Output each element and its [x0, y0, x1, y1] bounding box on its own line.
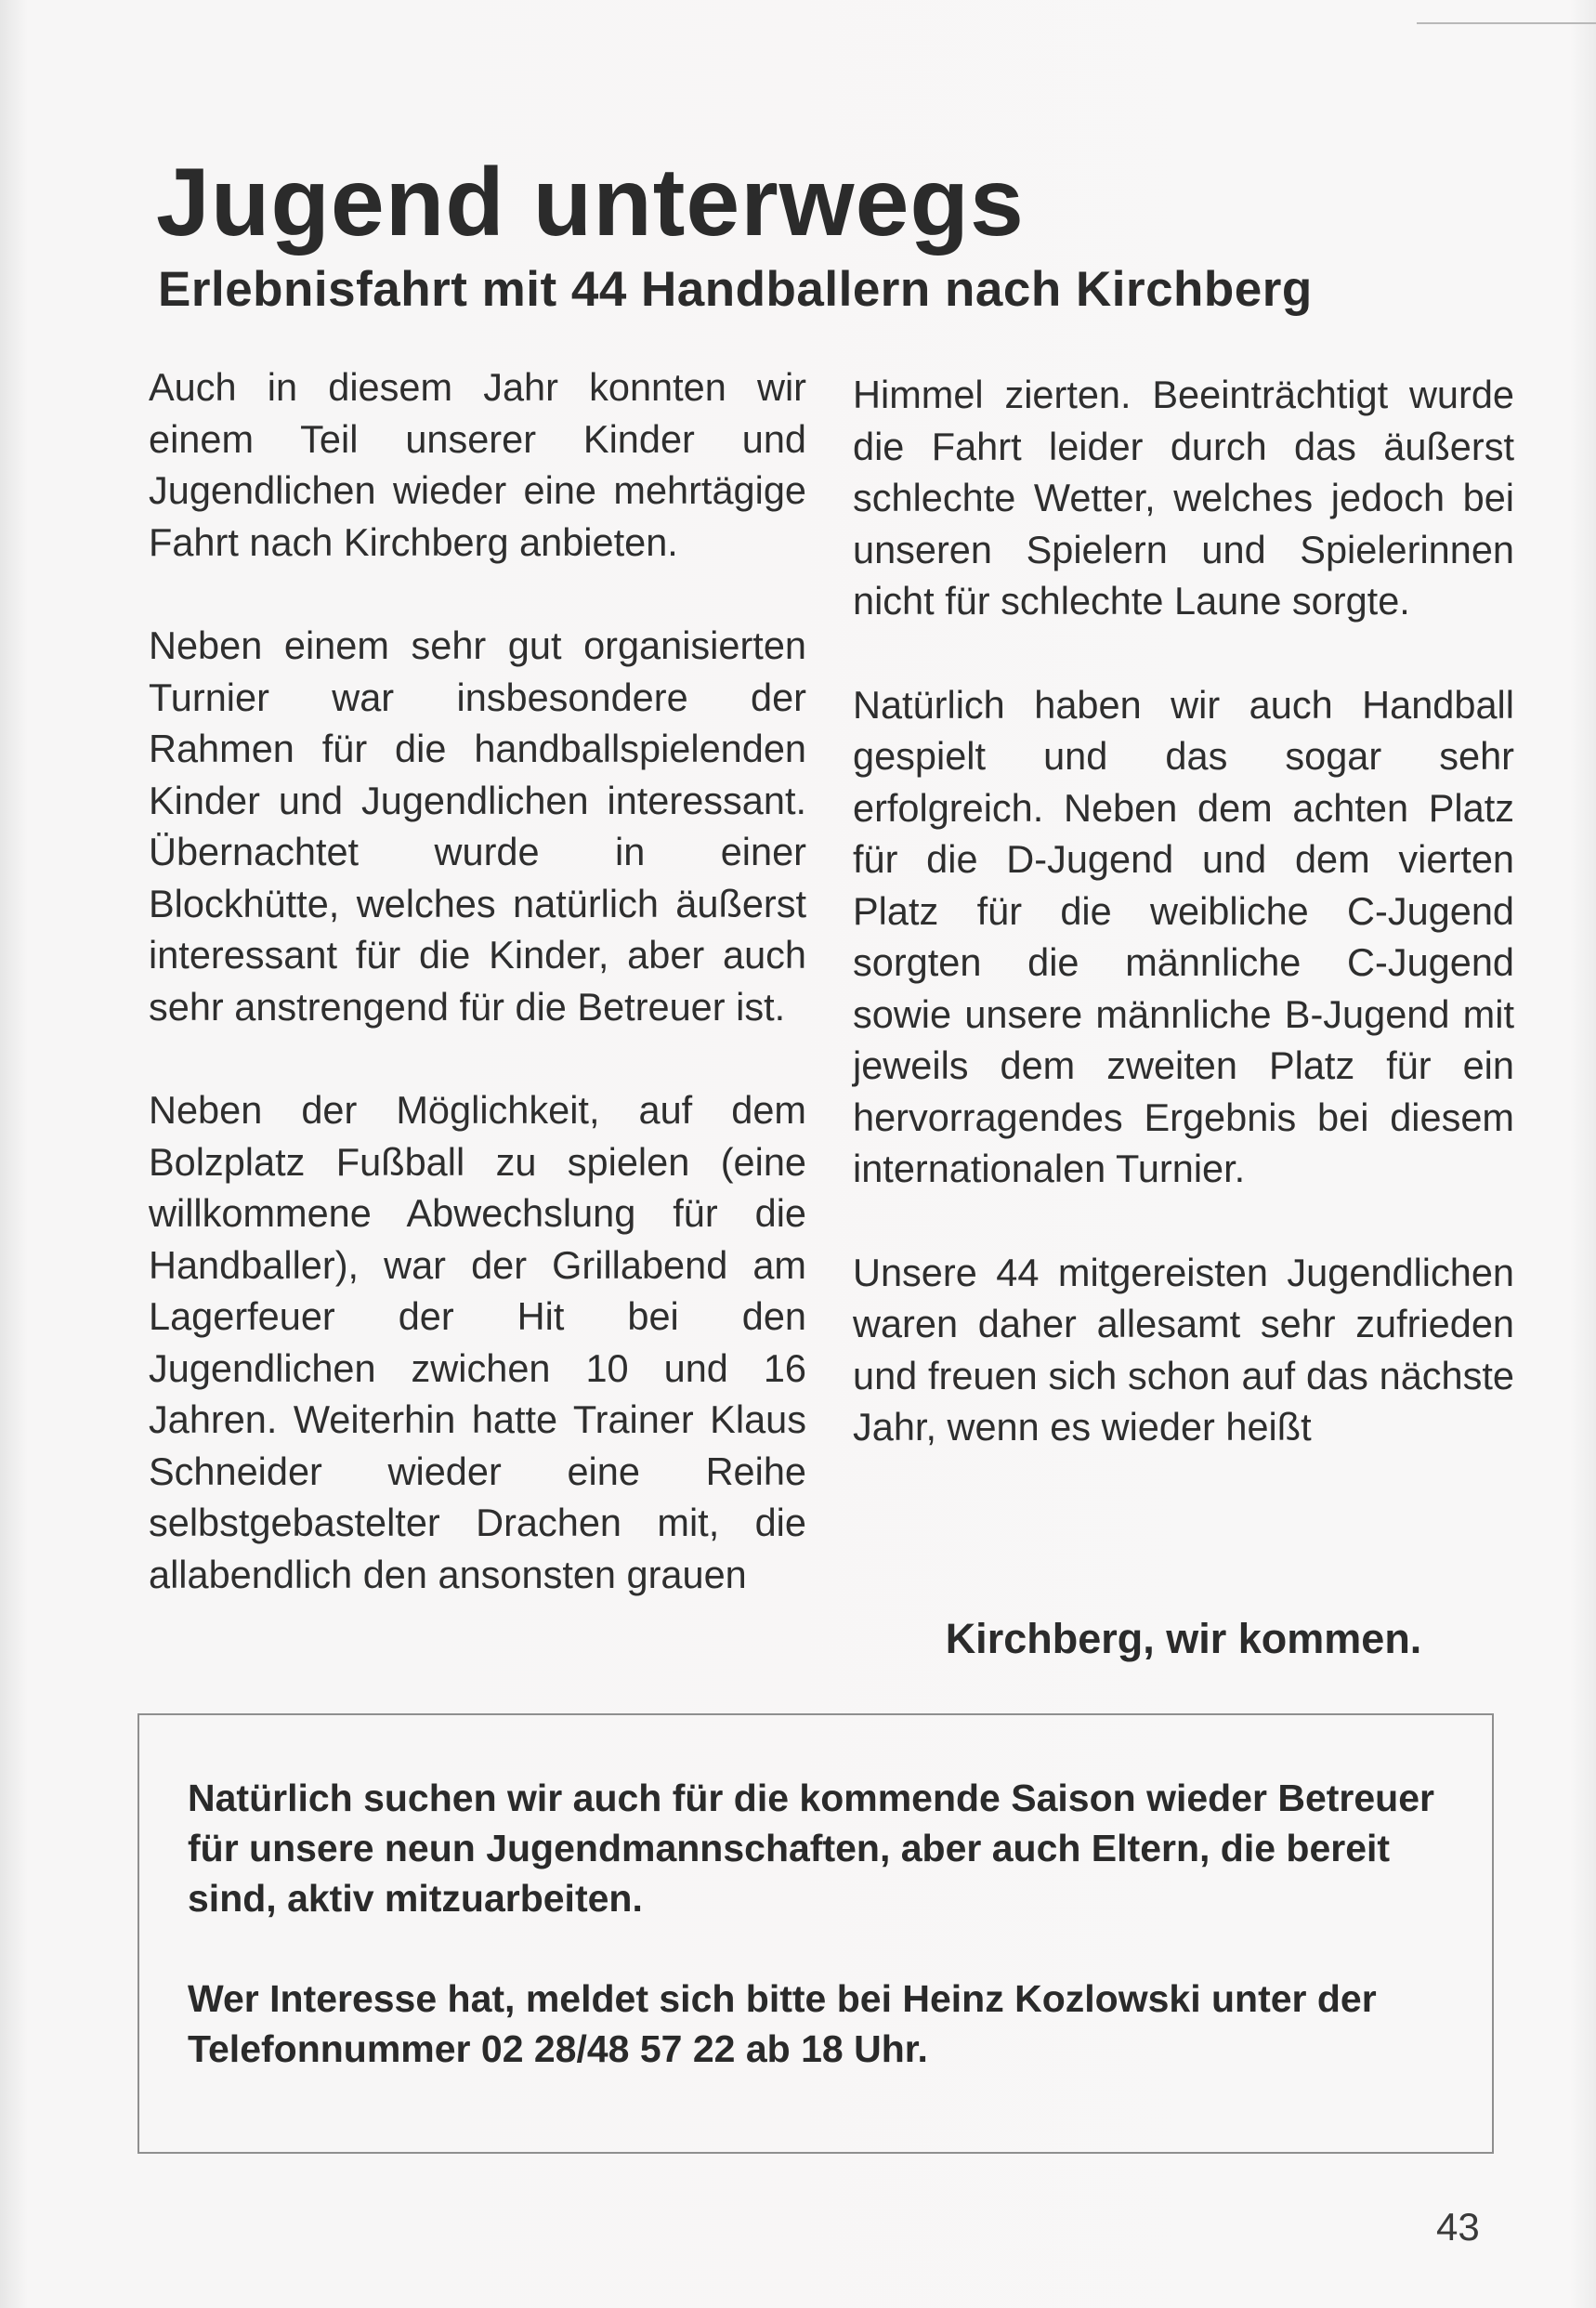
paragraph: Neben einem sehr gut organisierten Turnier war insbesondere der Rahmen für die handballspielenden Kinder und Jugendlichen interessant. Übernachtet wurde in einer Blockhütte, welches natürlich äußerst interessant für die Kinder, aber auch sehr anstrengend für die Betreuer ist.: [149, 623, 806, 1029]
paragraph: Auch in diesem Jahr konnten wir einem Teil unserer Kinder und Jugendlichen wieder eine mehrtägige Fahrt nach Kirchberg anbieten.: [149, 365, 806, 564]
article-subtitle: Erlebnisfahrt mit 44 Handballern nach Kirchberg: [158, 262, 1313, 317]
paragraph: Himmel zierten. Beeinträchtigt wurde die Fahrt leider durch das äußerst schlechte Wetter, welches jedoch bei unseren Spielern und Spielerinnen nicht für schlechte Laune sorgte.: [853, 373, 1514, 623]
paragraph: Unsere 44 mitgereisten Jugendlichen waren daher allesamt sehr zufrieden und freuen sich schon auf das nächste Jahr, wenn es wieder heißt: [853, 1250, 1514, 1449]
notice-box: [137, 1713, 1494, 2154]
notice-paragraph-volunteers: Natürlich suchen wir auch für die kommende Saison wieder Betreuer für unsere neun Jugendmannschaften, aber auch Eltern, die bereit sind, aktiv mitzuarbeiten.: [188, 1777, 1434, 1920]
page-number: 43: [1436, 2205, 1480, 2249]
notice-paragraph-contact: Wer Interesse hat, meldet sich bitte bei Heinz Kozlowski unter der Telefonnummer 02 28/48 57 22 ab 18 Uhr.: [188, 1977, 1377, 2070]
notice-text: [188, 1773, 1446, 2074]
right-column: [853, 369, 1514, 1453]
closing-line: Kirchberg, wir kommen.: [945, 1615, 1422, 1662]
left-column: [149, 361, 806, 1600]
paragraph: Neben der Möglichkeit, auf dem Bolzplatz Fußball zu spielen (eine willkommene Abwechslung für die Handballer), war der Grillabend am Lagerfeuer der Hit bei den Jugendlichen zwichen 10 und 16 Jahren. Weiterhin hatte Trainer Klaus Schneider wieder eine Reihe selbstgebastelter Drachen mit, die allabendlich den ansonsten grauen: [149, 1088, 806, 1596]
paragraph: Natürlich haben wir auch Handball gespielt und das sogar sehr erfolgreich. Neben dem achten Platz für die D-Jugend und dem vierten Platz für die weibliche C-Jugend sorgten die männliche C-Jugend sowie unsere männliche B-Jugend mit jeweils dem zweiten Platz für ein hervorragendes Ergebnis bei diesem internationalen Turnier.: [853, 682, 1514, 1190]
article-title: Jugend unterwegs: [156, 149, 1025, 256]
